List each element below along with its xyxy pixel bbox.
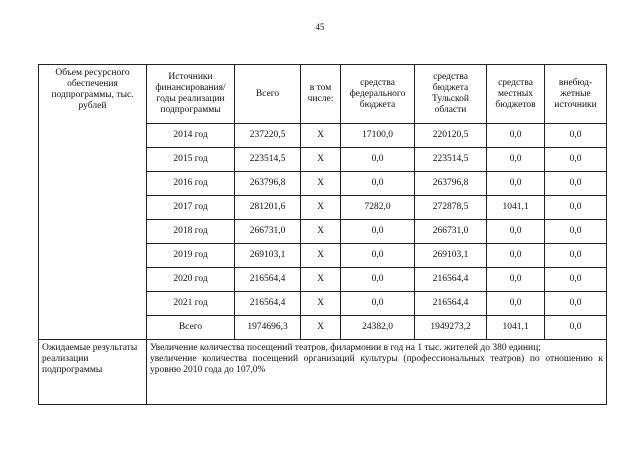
table-cell: 0,0 bbox=[341, 172, 415, 196]
table-cell: 7282,0 bbox=[341, 196, 415, 220]
table-cell: 0,0 bbox=[341, 268, 415, 292]
column-header: средства федерального бюджета bbox=[341, 65, 415, 124]
column-header: Всего bbox=[235, 65, 301, 124]
table-cell: 0,0 bbox=[341, 292, 415, 316]
table-cell: 2017 год bbox=[147, 196, 235, 220]
table-cell: 266731,0 bbox=[235, 220, 301, 244]
table-cell: 0,0 bbox=[487, 292, 545, 316]
table-cell: 1041,1 bbox=[487, 196, 545, 220]
table-cell: 263796,8 bbox=[415, 172, 487, 196]
table-cell: 2015 год bbox=[147, 148, 235, 172]
table-cell: 0,0 bbox=[487, 148, 545, 172]
table-cell: 2016 год bbox=[147, 172, 235, 196]
table-cell: 0,0 bbox=[487, 172, 545, 196]
table-cell: 0,0 bbox=[545, 148, 607, 172]
table-cell: Х bbox=[301, 244, 341, 268]
table-cell: 0,0 bbox=[545, 220, 607, 244]
table-cell: 1949273,2 bbox=[415, 316, 487, 340]
table-cell: 0,0 bbox=[341, 220, 415, 244]
table-cell: Х bbox=[301, 148, 341, 172]
table-cell: 237220,5 bbox=[235, 124, 301, 148]
table-cell: Х bbox=[301, 292, 341, 316]
table-cell: 0,0 bbox=[487, 268, 545, 292]
table-cell: 266731,0 bbox=[415, 220, 487, 244]
table-cell: 0,0 bbox=[487, 124, 545, 148]
table-cell: 0,0 bbox=[341, 244, 415, 268]
resource-label-cell: Объем ресурсного обеспечения подпрограммы, тыс. рублей bbox=[39, 65, 147, 340]
column-header: в том числе: bbox=[301, 65, 341, 124]
table-cell: 2021 год bbox=[147, 292, 235, 316]
subprogram-table bbox=[38, 64, 607, 405]
table-cell: 0,0 bbox=[545, 172, 607, 196]
table-cell: 0,0 bbox=[545, 196, 607, 220]
table-header-row bbox=[39, 65, 607, 124]
table-cell: Х bbox=[301, 124, 341, 148]
table-cell: 216564,4 bbox=[415, 292, 487, 316]
table-cell: Х bbox=[301, 316, 341, 340]
column-header: средства бюджета Тульской области bbox=[415, 65, 487, 124]
table-cell: 0,0 bbox=[487, 220, 545, 244]
table-cell: Всего bbox=[147, 316, 235, 340]
table-cell: 281201,6 bbox=[235, 196, 301, 220]
results-row bbox=[39, 340, 607, 405]
column-header: Источники финансирования/ годы реализации подпрограммы bbox=[147, 65, 235, 124]
table-cell: 223514,5 bbox=[415, 148, 487, 172]
table-cell: 1041,1 bbox=[487, 316, 545, 340]
table-cell: 0,0 bbox=[545, 292, 607, 316]
table-cell: 24382,0 bbox=[341, 316, 415, 340]
table-cell: 0,0 bbox=[545, 316, 607, 340]
table-cell: 0,0 bbox=[545, 244, 607, 268]
table-cell: Х bbox=[301, 268, 341, 292]
table-cell: 263796,8 bbox=[235, 172, 301, 196]
table-cell: 17100,0 bbox=[341, 124, 415, 148]
table-cell: 0,0 bbox=[545, 124, 607, 148]
table-cell: 0,0 bbox=[341, 148, 415, 172]
table-cell: 269103,1 bbox=[235, 244, 301, 268]
result-paragraph: увеличение количества посещений организаций культуры (профессиональных театров) по отношению к уровню 2010 года до 107,0% bbox=[150, 354, 603, 375]
table-cell: 272878,5 bbox=[415, 196, 487, 220]
table-cell: Х bbox=[301, 172, 341, 196]
table-cell: Х bbox=[301, 220, 341, 244]
table-cell: 216564,4 bbox=[415, 268, 487, 292]
table-cell: 216564,4 bbox=[235, 268, 301, 292]
table-cell: 220120,5 bbox=[415, 124, 487, 148]
results-text-cell bbox=[147, 340, 607, 405]
table-cell: 2020 год bbox=[147, 268, 235, 292]
table-cell: 0,0 bbox=[487, 244, 545, 268]
column-header: средства местных бюджетов bbox=[487, 65, 545, 124]
table-cell: 223514,5 bbox=[235, 148, 301, 172]
table-cell: Х bbox=[301, 196, 341, 220]
column-header: внебюд-жетные источники bbox=[545, 65, 607, 124]
table-cell: 1974696,3 bbox=[235, 316, 301, 340]
table-cell: 269103,1 bbox=[415, 244, 487, 268]
result-paragraph: Увеличение количества посещений театров, филармонии в год на 1 тыс. жителей до 380 единиц; bbox=[150, 343, 541, 353]
table-cell: 216564,4 bbox=[235, 292, 301, 316]
table-cell: 2018 год bbox=[147, 220, 235, 244]
table-cell: 2014 год bbox=[147, 124, 235, 148]
page-number: 45 bbox=[315, 22, 325, 32]
table-cell: 2019 год bbox=[147, 244, 235, 268]
results-label-cell: Ожидаемые результаты реализации подпрограммы bbox=[39, 340, 147, 405]
table-cell: 0,0 bbox=[545, 268, 607, 292]
